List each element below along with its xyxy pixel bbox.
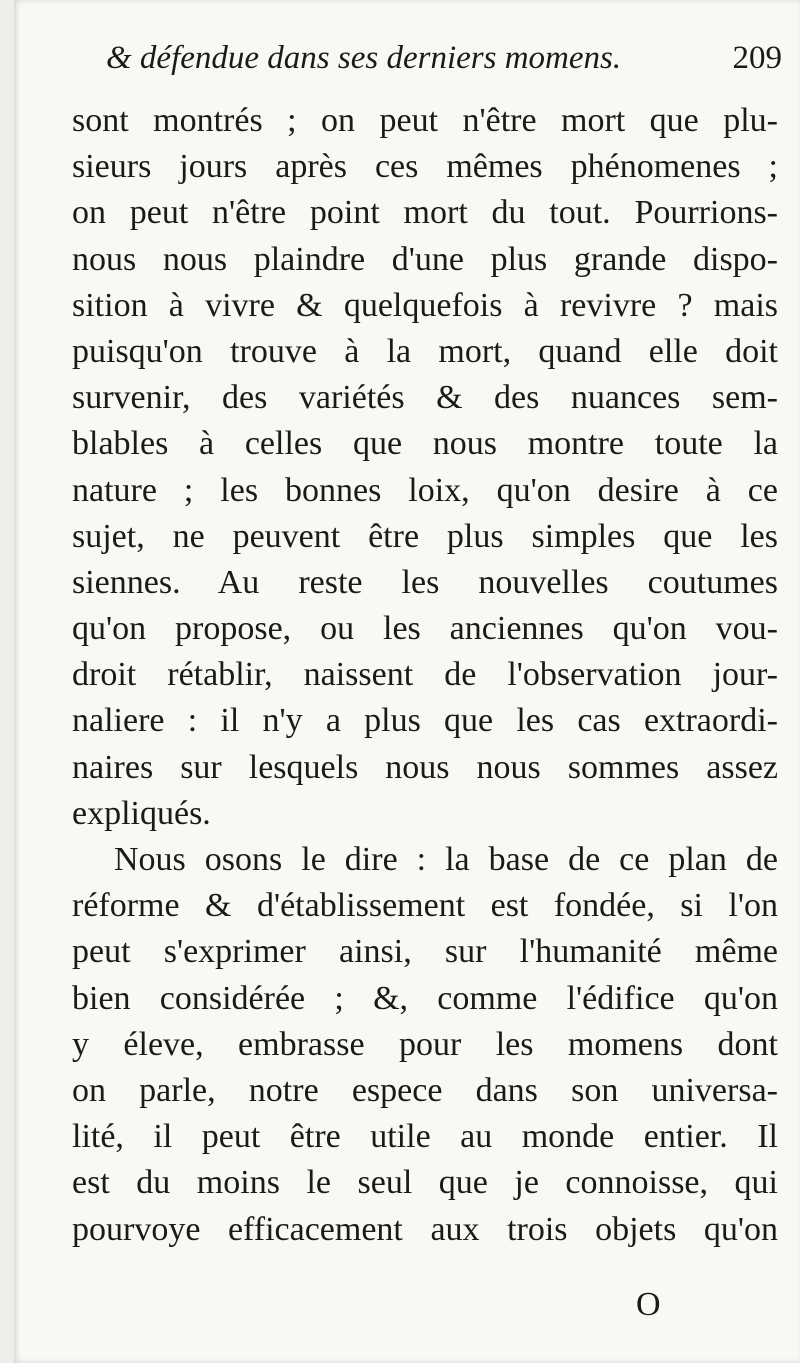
text-line: siennes. Au reste les nouvelles coutumes <box>72 563 778 601</box>
text-line: pourvoye efficacement aux trois objets qu'on <box>72 1210 778 1248</box>
text-line: nature ; les bonnes loix, qu'on desire à ce <box>72 471 778 509</box>
text-line: est du moins le seul que je connoisse, qui <box>72 1164 778 1202</box>
book-page <box>14 0 800 1363</box>
text-line: survenir, des variétés & des nuances sem- <box>72 379 778 417</box>
page-number: 209 <box>732 40 782 76</box>
text-line: blables à celles que nous montre toute la <box>72 425 778 463</box>
page-header <box>106 38 782 98</box>
text-line: nous nous plaindre d'une plus grande dispo- <box>72 240 778 278</box>
text-line: peut s'exprimer ainsi, sur l'humanité même <box>72 933 778 971</box>
text-line: puisqu'on trouve à la mort, quand elle doit <box>72 332 778 370</box>
text-line: qu'on propose, ou les anciennes qu'on vou- <box>72 610 778 648</box>
text-line: on parle, notre espece dans son universa- <box>72 1071 778 1109</box>
text-line: naliere : il n'y a plus que les cas extraordi- <box>72 702 778 740</box>
text-line: sont montrés ; on peut n'être mort que plu- <box>72 102 778 139</box>
text-line: on peut n'être point mort du tout. Pourrions- <box>72 194 778 232</box>
text-line: droit rétablir, naissent de l'observation jour- <box>72 656 778 694</box>
text-line: sieurs jours après ces mêmes phénomenes ; <box>72 148 778 186</box>
body-text <box>72 98 778 1253</box>
text-line: sujet, ne peuvent être plus simples que les <box>72 517 778 555</box>
running-head: & défendue dans ses derniers momens. <box>106 40 622 76</box>
text-line: y éleve, embrasse pour les momens dont <box>72 1025 778 1063</box>
text-line: réforme & d'établissement est fondée, si l'on <box>72 887 778 925</box>
text-line: Nous osons le dire : la base de ce plan de <box>114 841 778 878</box>
signature-mark: O <box>636 1286 661 1323</box>
text-line: naires sur lesquels nous nous sommes assez <box>72 748 778 786</box>
text-line: lité, il peut être utile au monde entier. Il <box>72 1118 778 1156</box>
text-line: sition à vivre & quelquefois à revivre ? mais <box>72 286 778 324</box>
text-line: expliqués. <box>72 794 211 832</box>
text-line: bien considérée ; &, comme l'édifice qu'on <box>72 979 778 1017</box>
